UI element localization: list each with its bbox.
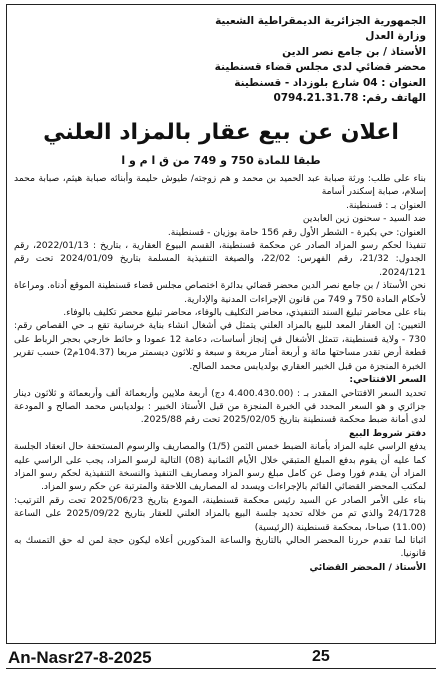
paragraph-judgment: تنفيذا لحكم رسو المزاد الصادر عن محكمة قسنطينة، القسم البيوع العقارية ، بتاريخ : 2022/01/13، رقم الجدول: 21/32، رقم الفهرس: 22/02، والصيغة التنفيذية المسلمة بتاريخ 2024/01/09 تحت رقم 2024/121. (14, 240, 426, 278)
paragraph-designation: التعيين: إن العقار المعد للبيع بالمزاد العلني يتمثل في أشغال انشاء بناية خرسانية تقع بـ حي القصاص رقم: 730 - ولاية قسنطينة، تتمثل الأشغال في إنجاز أساسات، دعامة 12 عمودا و حائط خارجي بحجر الرباط على قطعة أرض تقدر مساحتها مائة و أربعة أمتار مربعة و سبعة و ثلاثون ديسمتر مربعا (104.37م2) حسب تقرير الخبرة المنجزة من قبل الخبير العقاري بولديابس محمد الصالح. (14, 320, 426, 372)
paragraph-closing: اثباتا لما تقدم حررنا المحضر الحالي بالتاريخ والساعة المذكورين أعلاه ليكون حجة لمن له حق التمسك به قانونيا. (14, 534, 426, 560)
paragraph-defendant: ضد السيد - سحنون زين العابدين (302, 213, 426, 225)
paragraph-bailiff: نحن الأستاذ / بن جامع نصر الدين محضر قضائي بدائرة اختصاص مجلس قضاء قسنطينة الموقع أدناه. ومراعاة لأحكام المادة 750 و 749 من قانون الإجراءات المدنية والإدارية. (14, 280, 426, 305)
header-phone: الهاتف رقم: 0794.21.31.78 (273, 92, 426, 105)
paragraph-notifications: بناء على محاضر تبليغ السند التنفيذي، محاضر التكليف بالوفاء، محاضر تبليغ محضر تكليف بالوفاء. (63, 307, 426, 319)
paragraph-conditions: يدفع الراسي عليه المزاد بأمانة الضبط خمس الثمن (1/5) والمصاريف والرسوم المستحقة حال انعقاد الجلسة كما عليه أن يقوم بدفع المبلغ المتبقي خلال الأيام الثمانية (08) التالية لرسو المزاد، يجب على الراسي عليه المزاد أن يقدم فورا وصل عن كامل مبلغ رسو المزاد ومصاريف التنفيذ والنسخة التنفيذية لحكم رسو المزاد لمكتب المحضر القضائي القائم بالإجراءات ويسدد له المصاريف اللاحقة والمترتبة عن حكم رسو المزاد. (14, 441, 426, 493)
paragraph-petitioners: بناء على طلب: ورثة صبابة عبد الحميد بن محمد و هم زوجته/ طيوش حليمة وأبنائه صبابة هيثم، صبابة محمد إسلام، صبابة إسكندر أسامة (14, 173, 426, 198)
header-bailiff-role: محضر قضائي لدى مجلس قضاء قسنطينة (214, 61, 426, 74)
announcement-title: اعلان عن بيع عقار بالمزاد العلني (43, 120, 399, 145)
bailiff-header (166, 14, 426, 106)
paragraph-order: بناء على الأمر الصادر عن السيد رئيس محكمة قسنطينة، المودع بتاريخ 2025/06/23 تحت رقم الترتيب: 24/1728 والذي تم من خلاله تحديد جلسة البيع بالمزاد العلني للعقار بتاريخ 2025/09/22 على الساعة (11.00) صباحا، بمحكمة قسنطينة (الرئيسية) (14, 494, 426, 533)
paragraph-defendant-address: العنوان: حي بكيرة - الشطر الأول رقم 156 حامة بوزيان - قسنطينة. (167, 226, 426, 238)
page-number: 25 (312, 648, 330, 665)
paragraph-conditions-heading: دفتر شروط البيع (349, 427, 426, 439)
paragraph-opening-price: تحديد السعر الافتتاحي المقدر بـ : (4.400.430.00 دج) أربعة ملايين وأربعمائة ألف وأربعمائة و ثلاثون دينار جزائري و هو السعر المحدد في الخبرة المنجزة من قبل الأستاذ الخبير : بولديابس محمد الصالح و المودعة لدى أمانة ضبط محكمة قسنطينة بتاريخ 2025/02/05 تحت رقم 2025/88. (14, 387, 426, 426)
announcement-subtitle: طبقا للمادة 750 و 749 من ق ا م و ا (121, 154, 321, 167)
announcement-page (10, 8, 432, 640)
header-address: العنوان : 04 شارع بلوزداد - قسنطينة (234, 76, 426, 89)
signature-line: الأستاذ / المحضر القضائي (309, 561, 426, 573)
header-ministry: وزارة العدل (365, 30, 426, 43)
header-republic: الجمهورية الجزائرية الديمقراطية الشعبية (215, 15, 426, 27)
paragraph-petitioner-address: العنوان بـ : قسنطينة. (346, 199, 426, 211)
announcement-body (14, 172, 426, 574)
header-bailiff-name: الأستاذ / بن جامع نصر الدين (282, 45, 426, 58)
footer-divider (6, 668, 436, 669)
paragraph-opening-price-heading: السعر الافتتاحي: (349, 374, 426, 386)
publication-date: An-Nasr27-8-2025 (8, 648, 152, 667)
